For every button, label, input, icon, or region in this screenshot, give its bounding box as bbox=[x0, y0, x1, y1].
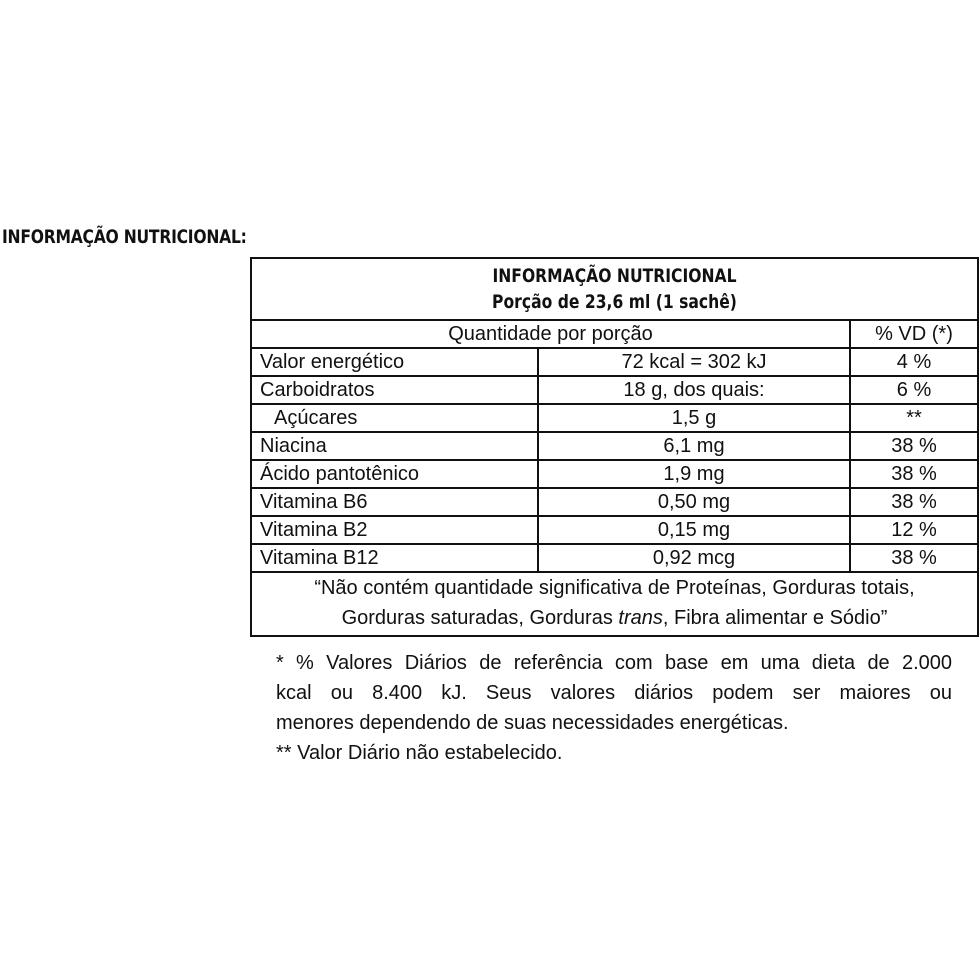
nutrient-name: Valor energético bbox=[251, 348, 538, 376]
nutrient-amount: 0,50 mg bbox=[538, 488, 850, 516]
note-line-2 bbox=[256, 603, 973, 633]
footnotes bbox=[276, 648, 952, 768]
table-row bbox=[251, 376, 978, 404]
nutrient-daily-value: 12 % bbox=[850, 516, 978, 544]
nutrient-daily-value: 4 % bbox=[850, 348, 978, 376]
nutrient-name: Niacina bbox=[251, 432, 538, 460]
nutrient-amount: 18 g, dos quais: bbox=[538, 376, 850, 404]
footnote-line: menores dependendo de suas necessidades energéticas. bbox=[276, 712, 789, 734]
portion-size: Porção de 23,6 ml (1 sachê) bbox=[492, 291, 737, 313]
nutrient-daily-value: 38 % bbox=[850, 544, 978, 572]
nutrient-amount: 1,5 g bbox=[538, 404, 850, 432]
nutrient-daily-value: 38 % bbox=[850, 488, 978, 516]
nutrient-amount: 0,92 mcg bbox=[538, 544, 850, 572]
nutrient-daily-value: 6 % bbox=[850, 376, 978, 404]
table-header-row bbox=[251, 320, 978, 348]
nutrient-daily-value: 38 % bbox=[850, 432, 978, 460]
nutrient-name: Ácido pantotênico bbox=[251, 460, 538, 488]
nutrient-amount: 72 kcal = 302 kJ bbox=[538, 348, 850, 376]
nutrient-name: Vitamina B2 bbox=[251, 516, 538, 544]
nutrient-name: Vitamina B12 bbox=[251, 544, 538, 572]
footnote-line: kcal ou 8.400 kJ. Seus valores diários podem ser maiores ou bbox=[276, 682, 952, 704]
nutrient-amount: 0,15 mg bbox=[538, 516, 850, 544]
table-title: INFORMAÇÃO NUTRICIONAL bbox=[492, 265, 737, 287]
nutrient-daily-value: ** bbox=[850, 404, 978, 432]
table-title-cell bbox=[251, 258, 978, 320]
nutrient-amount: 1,9 mg bbox=[538, 460, 850, 488]
footnote-line: * % Valores Diários de referência com base em uma dieta de 2.000 bbox=[276, 652, 952, 674]
nutrition-facts-table bbox=[250, 257, 979, 637]
note-line-1: “Não contém quantidade significativa de Proteínas, Gorduras totais, bbox=[314, 577, 915, 599]
table-row bbox=[251, 432, 978, 460]
section-heading: INFORMAÇÃO NUTRICIONAL: bbox=[2, 226, 247, 248]
nutrient-amount: 6,1 mg bbox=[538, 432, 850, 460]
table-row bbox=[251, 348, 978, 376]
nutrient-name: Carboidratos bbox=[251, 376, 538, 404]
table-row bbox=[251, 488, 978, 516]
not-established-footnote: ** Valor Diário não estabelecido. bbox=[276, 742, 563, 764]
note-line-2-end: , Fibra alimentar e Sódio” bbox=[662, 607, 888, 629]
note-line-2-start: Gorduras saturadas, Gorduras bbox=[341, 607, 619, 629]
table-title-row bbox=[251, 258, 978, 320]
header-daily-value: % VD (*) bbox=[850, 320, 978, 348]
table-note-row bbox=[251, 572, 978, 636]
table-row bbox=[251, 404, 978, 432]
insignificant-content-note bbox=[251, 572, 978, 636]
table-row bbox=[251, 460, 978, 488]
note-trans-italic: trans bbox=[618, 607, 663, 629]
nutrient-name: Açúcares bbox=[251, 404, 538, 432]
table-row bbox=[251, 544, 978, 572]
nutrient-name: Vitamina B6 bbox=[251, 488, 538, 516]
table-row bbox=[251, 516, 978, 544]
nutrient-daily-value: 38 % bbox=[850, 460, 978, 488]
header-quantity: Quantidade por porção bbox=[251, 320, 850, 348]
daily-values-footnote bbox=[276, 648, 952, 738]
